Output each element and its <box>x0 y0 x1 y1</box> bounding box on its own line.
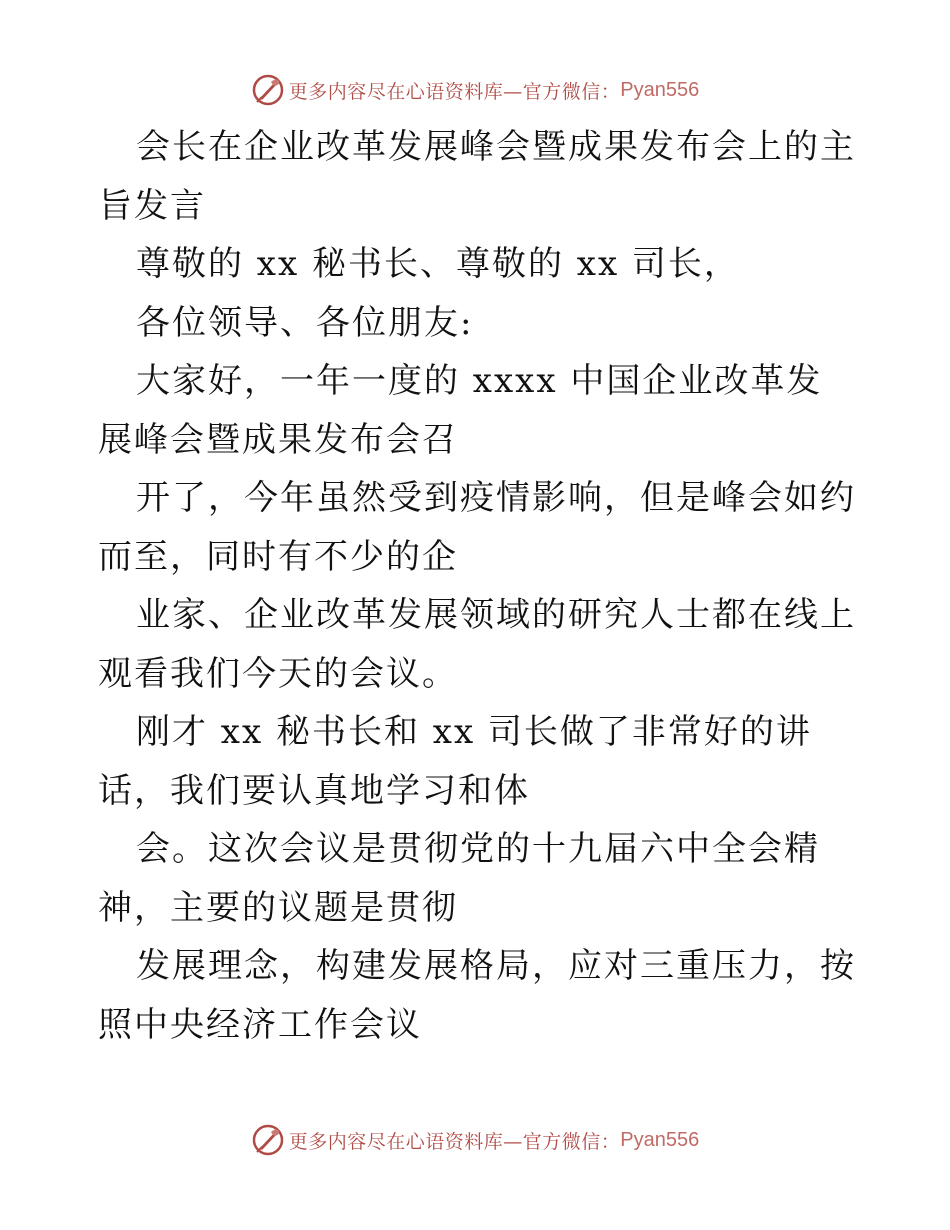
salutation-line: 各位领导、各位朋友: <box>136 302 474 343</box>
feather-pen-logo-icon <box>251 1123 285 1157</box>
body-paragraph: 业家、企业改革发展领域的研究人士都在线上观看我们今天的会议。 <box>98 595 856 694</box>
document-title: 会长在企业改革发展峰会暨成果发布会上的主旨发言 <box>98 127 856 226</box>
body-paragraph: 开了，今年虽然受到疫情影响，但是峰会如约而至，同时有不少的企 <box>98 478 856 577</box>
body-paragraph: 发展理念，构建发展格局，应对三重压力，按照中央经济工作会议 <box>98 946 856 1045</box>
banner-wechat-handle: Pyan556 <box>620 1128 700 1151</box>
salutation-line: 尊敬的 xx 秘书长、尊敬的 xx 司长， <box>136 244 740 284</box>
banner-text: 更多内容尽在心语资料库—官方微信： <box>288 80 621 103</box>
banner-text: 更多内容尽在心语资料库—官方微信： <box>288 1130 621 1153</box>
feather-pen-logo-icon <box>251 73 285 107</box>
banner-wechat-handle: Pyan556 <box>620 78 700 101</box>
body-paragraph: 刚才 xx 秘书长和 xx 司长做了非常好的讲话，我们要认真地学习和体 <box>98 712 812 811</box>
header-watermark-banner <box>0 70 950 110</box>
document-body <box>98 118 858 1054</box>
footer-watermark-banner <box>0 1120 950 1160</box>
body-paragraph: 大家好，一年一度的 xxxx 中国企业改革发展峰会暨成果发布会召 <box>98 361 823 460</box>
body-paragraph: 会。这次会议是贯彻党的十九届六中全会精神，主要的议题是贯彻 <box>98 829 820 928</box>
